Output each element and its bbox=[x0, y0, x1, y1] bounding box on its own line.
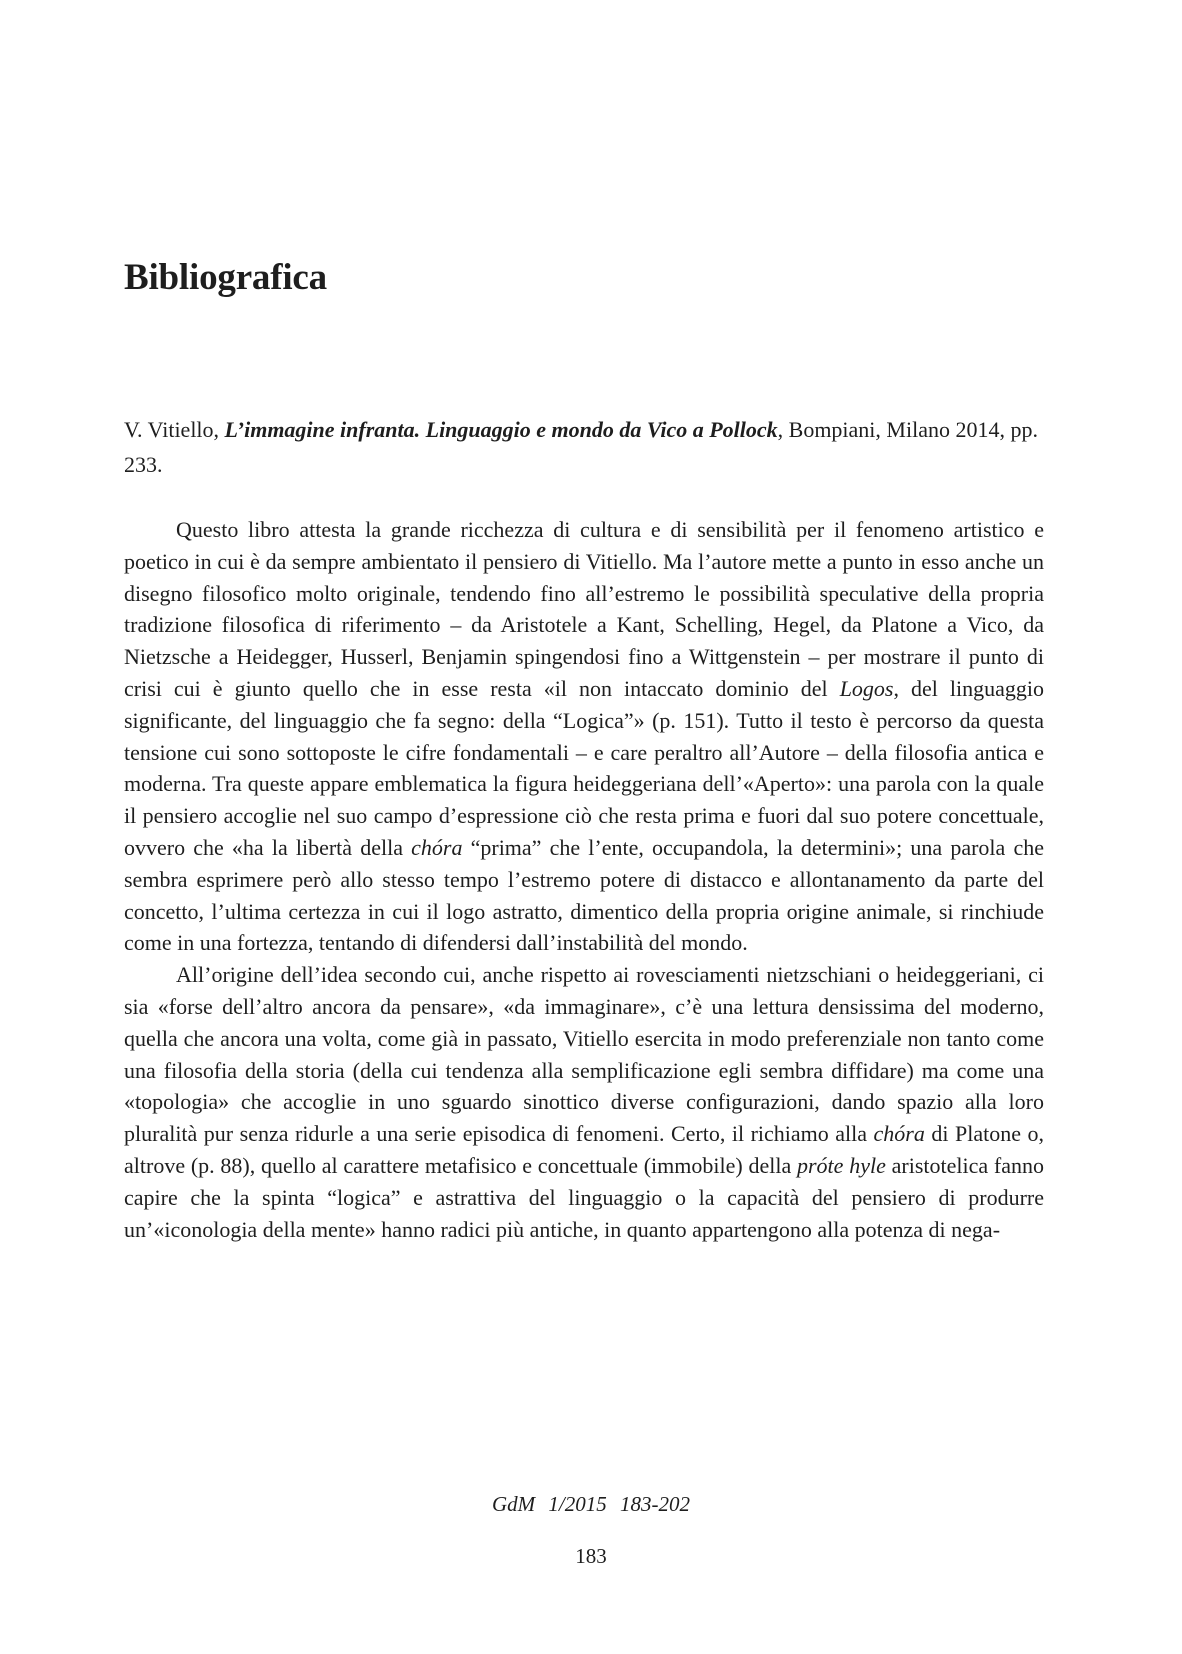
citation-author: V. Vitiello, bbox=[124, 417, 225, 442]
paragraph-2 bbox=[124, 959, 1044, 1245]
italic-term: chóra bbox=[873, 1121, 925, 1147]
text-run: di Platone o, altrove (p. 88), quello al carattere metafisico e concettuale (immobile) della bbox=[124, 1121, 1044, 1178]
paragraph-1 bbox=[124, 514, 1044, 959]
citation-publication: , Bompiani, Milano 2014, pp. 233. bbox=[124, 417, 1038, 477]
section-title: Bibliografica bbox=[124, 257, 327, 298]
citation-book-title: L’immagine infranta. Linguaggio e mondo da Vico a Pollock bbox=[224, 417, 778, 442]
page-number: 183 bbox=[575, 1544, 607, 1568]
text-run: Questo libro attesta la grande ricchezza di cultura e di sensibilità per il fenomeno artistico e poetico in cui è da sempre ambientato il pensiero di Vitiello. Ma l’autore mette a punto in esso anche un disegno filosofico molto originale, tendendo fino all’estremo le possibilità speculative della propria tradizione filosofica di riferimento – da Aristotele a Kant, Schelling, Hegel, da Platone a Vico, da Nietzsche a Heidegger, Husserl, Benjamin spingendosi fino a Wittgenstein – per mostrare il punto di crisi cui è giunto quello che in esse resta «il non intaccato dominio del bbox=[124, 517, 1044, 701]
text-run: , del linguaggio significante, del linguaggio che fa segno: della “Logica”» (p. 151). Tutto il testo è percorso da questa tensione cui sono sottoposte le cifre fondamentali – e care peraltro all’Autore – della filosofia antica e moderna. Tra queste appare emblematica la figura heideggeriana dell’«Aperto»: una parola con la quale il pensiero accoglie nel suo campo d’espressione ciò che resta prima e fuori dal suo potere concettuale, ovvero che «ha la libertà della bbox=[124, 675, 1045, 860]
text-run: “prima” che l’ente, occupandola, la determini»; una parola che sembra esprimere però allo stesso tempo l’estremo potere di distacco e allontanamento da parte del concetto, l’ultima certezza in cui il logo astratto, dimentico della propria origine animale, si rinchiude come in una fortezza, tentando di difendersi dall’instabilità del mondo. bbox=[124, 834, 1044, 956]
italic-term: próte hyle bbox=[797, 1152, 886, 1178]
italic-term: chóra bbox=[411, 834, 463, 860]
text-run: aristotelica fanno capire che la spinta “logica” e astrattiva del linguaggio o la capacità del pensiero di produrre un’«iconologia della mente» hanno radici più antiche, in quanto appartengono alla potenza di nega- bbox=[124, 1152, 1044, 1242]
review-body bbox=[124, 514, 1044, 1245]
italic-term: Logos bbox=[839, 675, 894, 701]
journal-reference: GdM 1/2015 183-202 bbox=[492, 1492, 690, 1516]
text-run: All’origine dell’idea secondo cui, anche rispetto ai rovesciamenti nietzschiani o heideggeriani, ci sia «forse dell’altro ancora da pensare», «da immaginare», c’è una lettura densissima del moderno, quella che ancora una volta, come già in passato, Vitiello esercita in modo preferenziale non tanto come una filosofia della storia (della cui tendenza alla semplificazione egli sembra diffidare) ma come una «topologia» che accoglie in uno sguardo sinottico diverse configurazioni, dando spazio alla loro pluralità pur senza ridurle a una serie episodica di fenomeni. Certo, il richiamo alla bbox=[124, 962, 1044, 1147]
bibliographic-citation bbox=[124, 412, 1044, 482]
